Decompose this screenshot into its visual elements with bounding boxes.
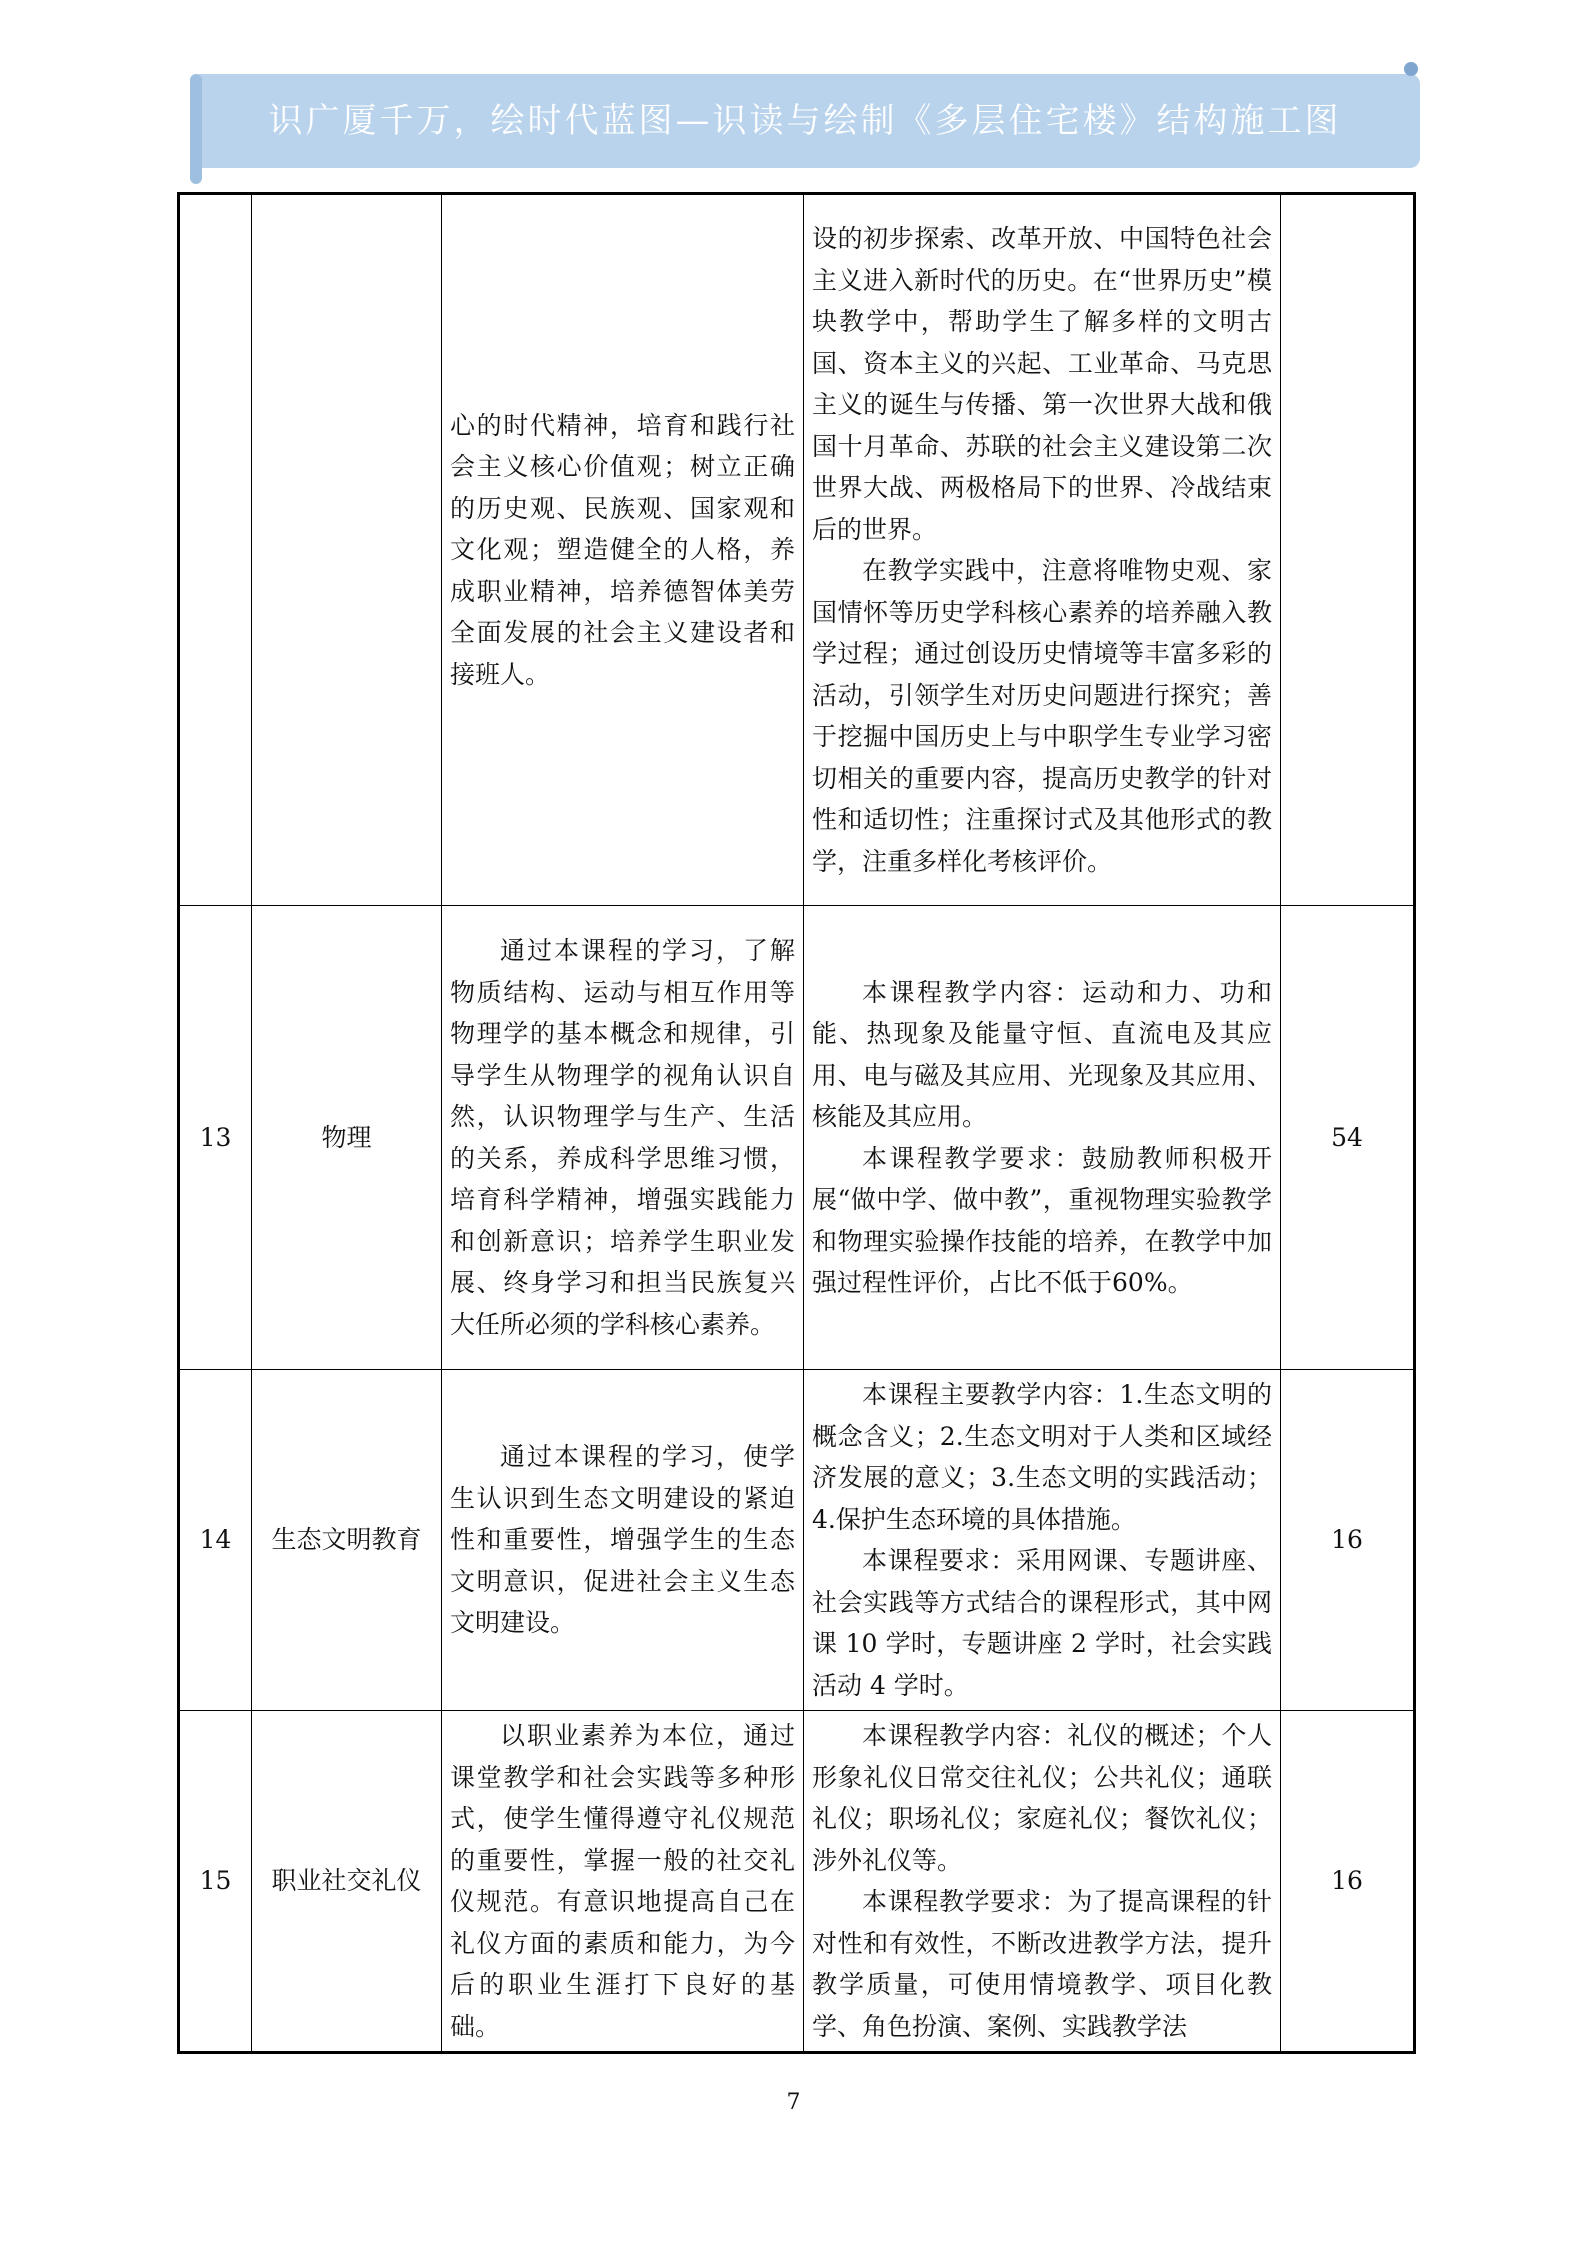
content-paragraph: 本课程教学要求：鼓励教师积极开展“做中学、做中教”，重视物理实验教学和物理实验操作技能的培养，在教学中加强过程性评价，占比不低于60%。 <box>812 1143 1272 1297</box>
course-table <box>177 192 1416 2054</box>
course-name: 生态文明教育 <box>252 1370 442 1711</box>
course-content <box>804 194 1281 906</box>
content-paragraph: 设的初步探索、改革开放、中国特色社会主义进入新时代的历史。在“世界历史”模块教学中，帮助学生了解多样的文明古国、资本主义的兴起、工业革命、马克思主义的诞生与传播、第一次世界大战和俄国十月革命、苏联的社会主义建设第二次世界大战、两极格局下的世界、冷战结束后的世界。 <box>812 224 1272 544</box>
course-number: 14 <box>179 1370 252 1711</box>
goal-paragraph: 通过本课程的学习，使学生认识到生态文明建设的紧迫性和重要性，增强学生的生态文明意识，促进社会主义生态文明建设。 <box>450 1442 795 1638</box>
course-hours: 16 <box>1281 1370 1415 1711</box>
table-row <box>179 1711 1415 2053</box>
header-title: 识广厦千万，绘时代蓝图—识读与绘制《多层住宅楼》结构施工图 <box>268 101 1342 141</box>
table-row <box>179 906 1415 1370</box>
course-hours: 16 <box>1281 1711 1415 2053</box>
course-goal <box>442 194 804 906</box>
course-number: 13 <box>179 906 252 1370</box>
course-content <box>804 1711 1281 2053</box>
table-row <box>179 1370 1415 1711</box>
page-number: 7 <box>786 2090 801 2115</box>
goal-paragraph: 以职业素养为本位，通过课堂教学和社会实践等多种形式，使学生懂得遵守礼仪规范的重要性，掌握一般的社交礼仪规范。有意识地提高自己在礼仪方面的素质和能力，为今后的职业生涯打下良好的基础。 <box>450 1721 795 2041</box>
content-paragraph: 本课程要求：采用网课、专题讲座、社会实践等方式结合的课程形式，其中网课 10 学时，专题讲座 2 学时，社会实践活动 4 学时。 <box>812 1546 1272 1700</box>
content-paragraph: 本课程教学内容：运动和力、功和能、热现象及能量守恒、直流电及其应用、电与磁及其应用、光现象及其应用、核能及其应用。 <box>812 977 1272 1131</box>
content-paragraph: 在教学实践中，注意将唯物史观、家国情怀等历史学科核心素养的培养融入教学过程；通过创设历史情境等丰富多彩的活动，引领学生对历史问题进行探究；善于挖掘中国历史上与中职学生专业学习密切相关的重要内容，提高历史教学的针对性和适切性；注重探讨式及其他形式的教学，注重多样化考核评价。 <box>812 556 1272 876</box>
table-row <box>179 194 1415 906</box>
content-paragraph: 本课程教学内容：礼仪的概述；个人形象礼仪日常交往礼仪；公共礼仪；通联礼仪；职场礼仪；家庭礼仪；餐饮礼仪；涉外礼仪等。 <box>812 1721 1272 1875</box>
course-content <box>804 1370 1281 1711</box>
course-name <box>252 194 442 906</box>
course-name: 职业社交礼仪 <box>252 1711 442 2053</box>
course-goal <box>442 906 804 1370</box>
course-hours <box>1281 194 1415 906</box>
course-name: 物理 <box>252 906 442 1370</box>
content-paragraph: 本课程教学要求：为了提高课程的针对性和有效性，不断改进教学方法，提升教学质量，可使用情境教学、项目化教学、角色扮演、案例、实践教学法 <box>812 1887 1272 2041</box>
course-content <box>804 906 1281 1370</box>
course-goal <box>442 1711 804 2053</box>
course-hours: 54 <box>1281 906 1415 1370</box>
content-paragraph: 本课程主要教学内容：1.生态文明的概念含义；2.生态文明对于人类和区域经济发展的意义；3.生态文明的实践活动；4.保护生态环境的具体措施。 <box>812 1380 1272 1534</box>
course-number: 15 <box>179 1711 252 2053</box>
course-goal <box>442 1370 804 1711</box>
course-number <box>179 194 252 906</box>
goal-paragraph: 通过本课程的学习，了解物质结构、运动与相互作用等物理学的基本概念和规律，引导学生从物理学的视角认识自然，认识物理学与生产、生活的关系，养成科学思维习惯，培育科学精神，增强实践能力和创新意识；培养学生职业发展、终身学习和担当民族复兴大任所必须的学科核心素养。 <box>450 936 795 1339</box>
goal-paragraph: 心的时代精神，培育和践行社会主义核心价值观；树立正确的历史观、民族观、国家观和文化观；塑造健全的人格，养成职业精神，培养德智体美劳全面发展的社会主义建设者和接班人。 <box>450 410 795 689</box>
